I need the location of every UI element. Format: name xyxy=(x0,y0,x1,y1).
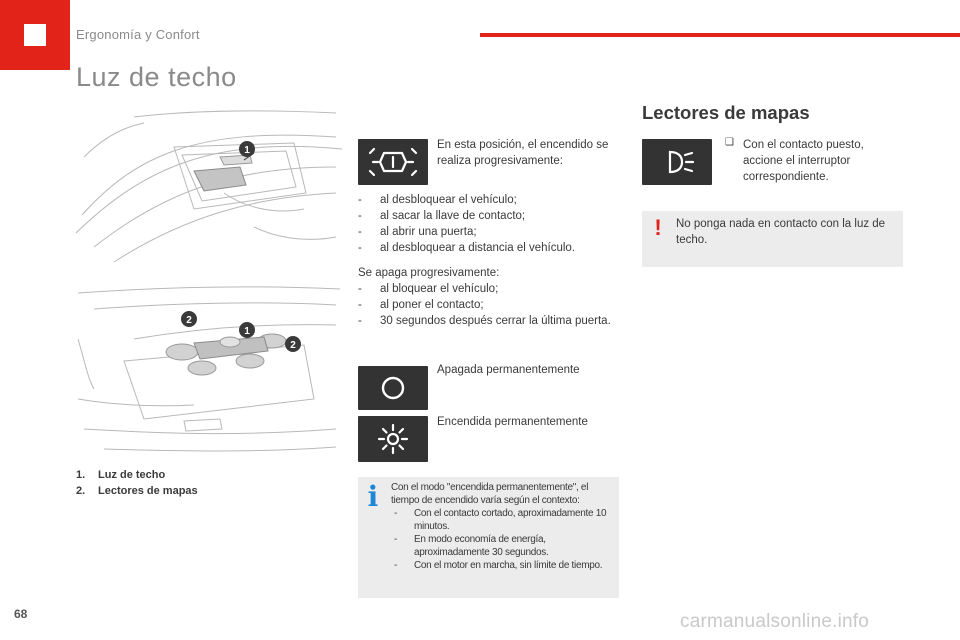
illustration-legend xyxy=(76,467,198,499)
progressive-off-intro: Se apaga progresivamente: xyxy=(358,267,500,279)
warning-text: No ponga nada en contacto con la luz de techo. xyxy=(676,218,886,246)
progressive-on-list xyxy=(358,192,618,256)
info-list xyxy=(391,507,617,572)
legend-label: Lectores de mapas xyxy=(98,485,198,497)
info-icon: i xyxy=(367,480,379,513)
instruction-bullet-icon: ❑ xyxy=(725,137,734,148)
legend-number: 2. xyxy=(76,485,86,497)
progressive-mode-text: En esta posición, el encendido se realiza progresivamente: xyxy=(437,139,609,167)
sun-light-icon xyxy=(358,416,428,462)
list-item: - Con el motor en marcha, sin límite de tiempo. xyxy=(391,559,617,572)
list-item: - al abrir una puerta; xyxy=(358,224,618,240)
map-reading-lights-illustration xyxy=(74,279,344,457)
maps-instruction-text: Con el contacto puesto, accione el interruptor correspondiente. xyxy=(743,139,864,183)
svg-text:1: 1 xyxy=(244,326,250,337)
ceiling-light-illustration xyxy=(74,97,344,269)
section-tab-square xyxy=(24,24,46,46)
list-item: - al poner el contacto; xyxy=(358,297,618,313)
list-item: - al sacar la llave de contacto; xyxy=(358,208,618,224)
circle-off-icon xyxy=(358,366,428,410)
legend-item xyxy=(76,483,198,499)
list-item: - al bloquear el vehículo; xyxy=(358,281,618,297)
info-intro: Con el modo "encendida permanentemente", el tiempo de encendido varía según el contexto: xyxy=(391,482,589,506)
svg-text:2: 2 xyxy=(290,340,296,351)
section-label: Ergonomía y Confort xyxy=(76,27,200,42)
list-item: - al desbloquear a distancia el vehículo. xyxy=(358,240,618,256)
legend-number: 1. xyxy=(76,469,86,481)
list-item: - 30 segundos después cerrar la última puerta. xyxy=(358,313,618,329)
watermark: carmanualsonline.info xyxy=(680,611,870,632)
list-item: - Con el contacto cortado, aproximadamente 10 minutos. xyxy=(391,507,617,533)
page-title: Luz de techo xyxy=(76,62,237,92)
warning-icon: ! xyxy=(654,215,662,240)
header-rule xyxy=(480,33,960,37)
door-courtesy-light-icon xyxy=(358,139,428,185)
info-text xyxy=(391,481,617,572)
svg-text:1: 1 xyxy=(244,145,250,156)
map-reading-light-icon xyxy=(642,139,712,185)
list-item: - al desbloquear el vehículo; xyxy=(358,192,618,208)
progressive-off-list xyxy=(358,281,618,329)
permanent-off-text: Apagada permanentemente xyxy=(437,364,580,376)
page-number: 68 xyxy=(14,607,28,621)
svg-text:2: 2 xyxy=(186,315,192,326)
permanent-on-text: Encendida permanentemente xyxy=(437,416,588,428)
list-item: - En modo economía de energía, aproximadamente 30 segundos. xyxy=(391,533,617,559)
maps-section-title: Lectores de mapas xyxy=(642,102,810,123)
legend-label: Luz de techo xyxy=(98,469,166,481)
legend-item xyxy=(76,467,198,483)
